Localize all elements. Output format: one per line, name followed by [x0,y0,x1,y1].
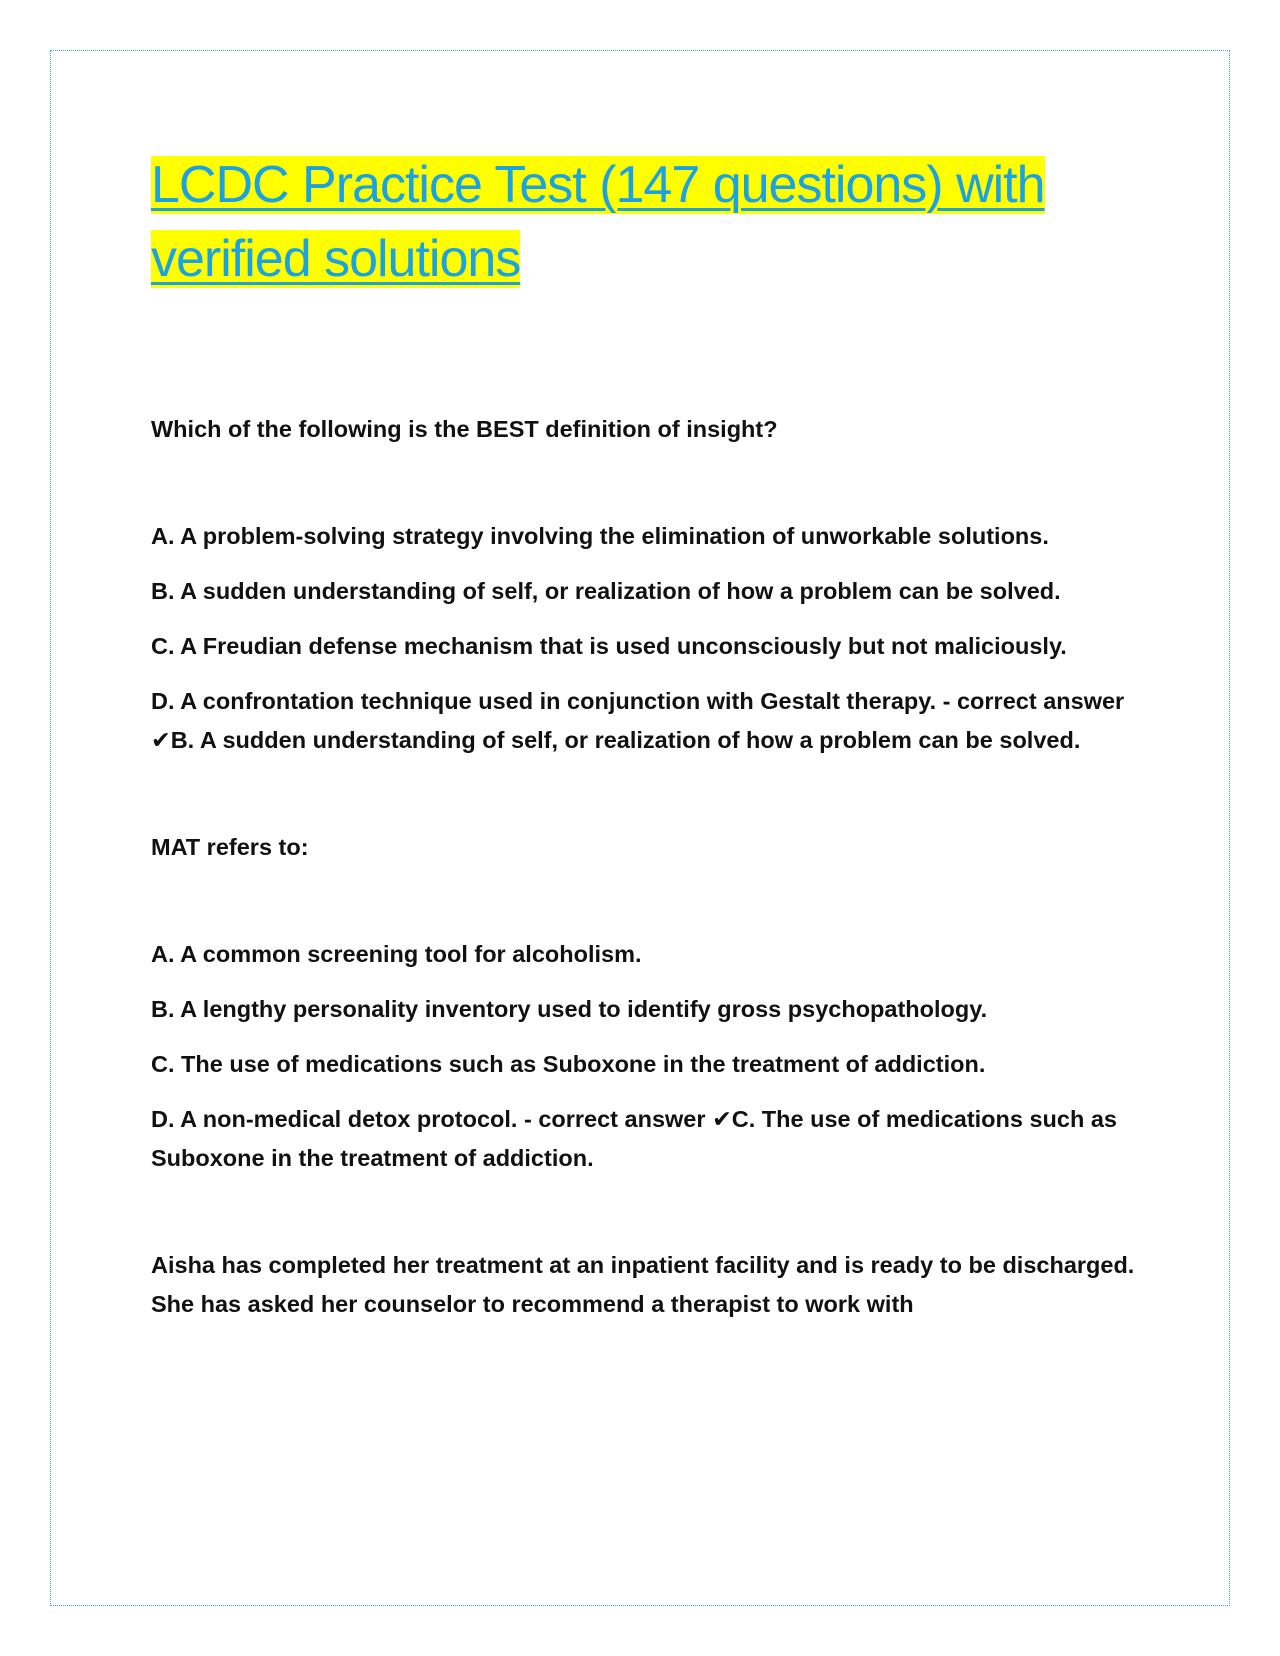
question-1-option-d-text: D. A confrontation technique used in conjunction with Gestalt therapy. - correct answer [151,688,1125,714]
checkmark-icon: ✔ [151,726,171,754]
title-link[interactable]: LCDC Practice Test (147 questions) with verified solutions [151,156,1045,288]
question-2-option-d-text: D. A non-medical detox protocol. - correct answer [151,1106,706,1132]
question-1-option-c: C. A Freudian defense mechanism that is used unconsciously but not maliciously. [151,633,1067,659]
question-1-option-b: B. A sudden understanding of self, or realization of how a problem can be solved. [151,578,1061,604]
document-title [151,148,1141,296]
checkmark-icon: ✔ [712,1105,732,1133]
question-2-option-c: C. The use of medications such as Suboxone in the treatment of addiction. [151,1051,986,1077]
question-2-option-a: A. A common screening tool for alcoholism. [151,941,642,967]
question-1-option-d [151,682,1141,760]
question-2-option-b: B. A lengthy personality inventory used to identify gross psychopathology. [151,996,988,1022]
document-body [151,148,1141,1324]
question-2-option-d [151,1100,1141,1178]
question-2-prompt: MAT refers to: [151,834,309,860]
question-1-prompt: Which of the following is the BEST definition of insight? [151,416,778,442]
question-2-correct-answer: C. The use of medications such as Suboxone in the treatment of addiction. [151,1106,1118,1171]
question-3-prompt: Aisha has completed her treatment at an inpatient facility and is ready to be discharged. She has asked her counselor to recommend a therapist to work with [151,1252,1135,1317]
question-1-option-a: A. A problem-solving strategy involving the elimination of unworkable solutions. [151,523,1049,549]
question-1-correct-answer: B. A sudden understanding of self, or realization of how a problem can be solved. [170,727,1081,753]
